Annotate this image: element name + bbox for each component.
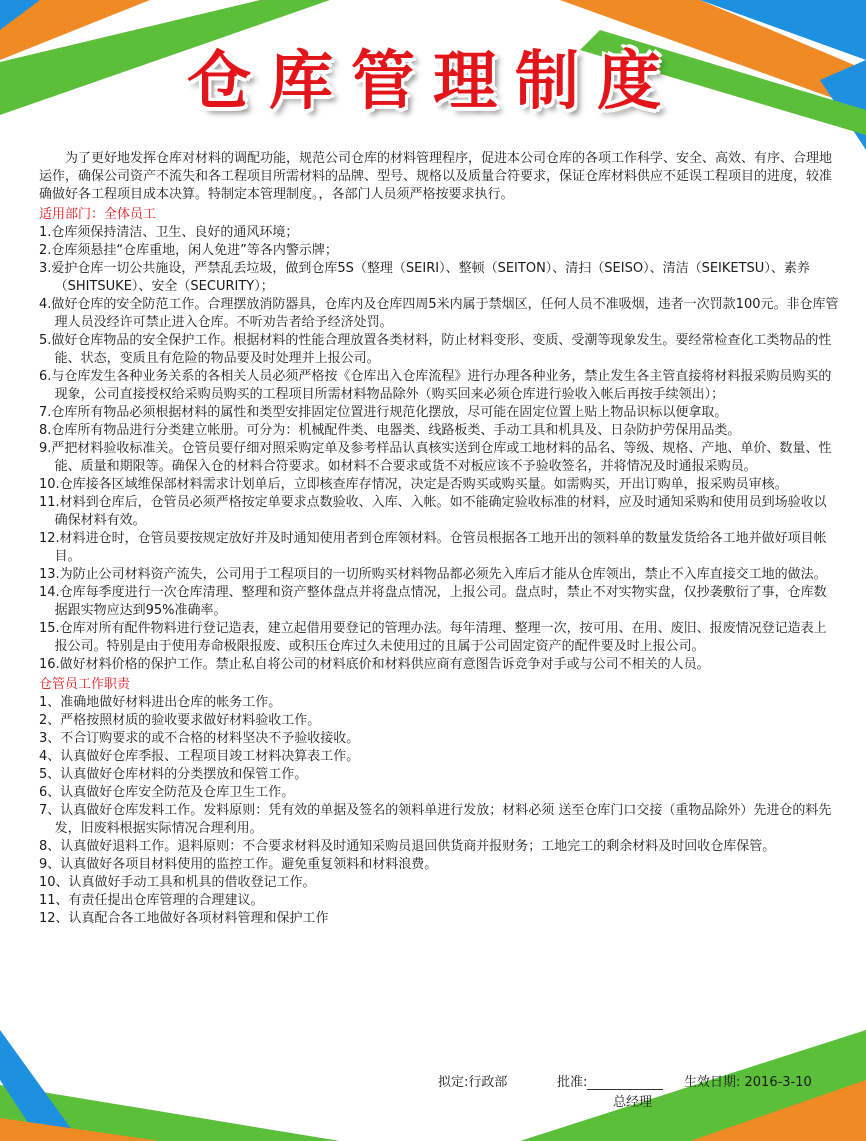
list-item: 8.仓库所有物品进行分类建立帐册。可分为：机械配件类、电器类、线路板类、手动工具和机具及、日杂防护劳保用品类。 <box>39 423 741 438</box>
list-item: 4.做好仓库的安全防范工作。合理摆放消防器具，仓库内及仓库四周5米内属于禁烟区，任何人员不准吸烟，违者一次罚款100元。非仓库管理人员没经许可禁止进入仓库。不听劝告者给予经济处罚。 <box>39 297 839 330</box>
list-item: 7.仓库所有物品必须根据材料的属性和类型安排固定位置进行规范化摆放，尽可能在固定位置上贴上物品识标以便拿取。 <box>39 405 728 420</box>
list-item: 12、认真配合各工地做好各项材料管理和保护工作 <box>39 911 329 926</box>
list-item: 11.材料到仓库后，仓管员必须严格按定单要求点数验收、入库、入帐。如不能确定验收标准的材料，应及时通知采购和使用员到场验收以确保材料有效。 <box>39 495 827 528</box>
document-body <box>39 150 839 928</box>
section-heading-scope: 适用部门：全体员工 <box>39 207 157 222</box>
page-title: 仓库管理制度 <box>187 45 679 119</box>
list-item: 2.仓库须悬挂“仓库重地，闲人免进”等各内警示牌； <box>39 243 338 258</box>
intro-paragraph: 为了更好地发挥仓库对材料的调配功能，规范公司仓库的材料管理程序，促进本公司仓库的各项工作科学、安全、高效、有序、合理地运作，确保公司资产不流失和各工程项目所需材料的品牌、型号、规格以及质量合符要求，保证仓库材料供应不延误工程项目的进度，较准确做好各工程项目成本决算。特制定本管理制度。，各部门人员须严格按要求执行。 <box>39 151 833 202</box>
list-item: 13.为防止公司材料资产流失，公司用于工程项目的一切所购买材料物品都必须先入库后才能从仓库领出，禁止不入库直接交工地的做法。 <box>39 567 827 582</box>
signature-line <box>587 1075 663 1090</box>
list-item: 3、不合订购要求的或不合格的材料坚决不予验收接收。 <box>39 731 360 746</box>
approve-label: 批准: <box>557 1075 588 1090</box>
rules-list <box>39 224 839 674</box>
list-item: 6.与仓库发生各种业务关系的各相关人员必须严格按《仓库出入仓库流程》进行办理各种业务，禁止发生各主管直接将材料报采购员购买的现象，公司直接授权给采购员购买的工程项目所需材料物品除外（购买回来必须仓库进行验收入帐后再按手续领出）； <box>39 369 832 402</box>
list-item: 11、有责任提出仓库管理的合理建议。 <box>39 893 264 908</box>
section-heading-duties: 仓管员工作职责 <box>39 677 131 692</box>
list-item: 1.仓库须保持清洁、卫生、良好的通风环境； <box>39 225 299 240</box>
list-item: 15.仓库对所有配件物料进行登记造表，建立起借用要登记的管理办法。每年清理、整理一次，按可用、在用、废旧、报废情况登记造表上报公司。特别是由于使用寿命极限报废、或积压仓库过久未使用过的且属于公司固定资产的配件要及时上报公司。 <box>39 621 827 654</box>
list-item: 16.做好材料价格的保护工作。禁止私自将公司的材料底价和材料供应商有意图告诉竞争对手或与公司不相关的人员。 <box>39 657 710 672</box>
list-item: 6、认真做好仓库安全防范及仓库卫生工作。 <box>39 785 295 800</box>
duties-list <box>39 694 839 928</box>
list-item: 3.爱护仓库一切公共施设，严禁乱丢垃圾，做到仓库5S（整理（SEIRI）、整顿（SEITON）、清扫（SEISO）、清洁（SEIKETSU）、素养（SHITSUKE）、安全（SECURITY）； <box>39 261 810 294</box>
drafted-by: 拟定:行政部 <box>438 1075 508 1090</box>
list-item: 8、认真做好退料工作。退料原则：不合要求材料及时通知采购员退回供货商并报财务；工地完工的剩余材料及时回收仓库保管。 <box>39 839 776 854</box>
list-item: 12.材料进仓时，仓管员要按规定放好并及时通知使用者到仓库领材料。仓管员根据各工地开出的领料单的数量发货给各工地并做好项目帐目。 <box>39 531 827 564</box>
list-item: 7、认真做好仓库发料工作。发料原则：凭有效的单据及签名的领料单进行发放；材料必须 送至仓库门口交接（重物品除外）先进仓的料先发，旧废料根据实际情况合理利用。 <box>39 803 832 836</box>
approver-title: 总经理 <box>613 1095 653 1110</box>
list-item: 9、认真做好各项目材料使用的监控工作。避免重复领料和材料浪费。 <box>39 857 438 872</box>
effective-date: 生效日期: 2016-3-10 <box>684 1075 812 1090</box>
list-item: 4、认真做好仓库季报、工程项目竣工材料决算表工作。 <box>39 749 360 764</box>
list-item: 1、准确地做好材料进出仓库的帐务工作。 <box>39 695 282 710</box>
list-item: 5、认真做好仓库材料的分类摆放和保管工作。 <box>39 767 308 782</box>
approval-field <box>557 1071 663 1090</box>
list-item: 10、认真做好手动工具和机具的借收登记工作。 <box>39 875 316 890</box>
list-item: 2、严格按照材质的验收要求做好材料验收工作。 <box>39 713 321 728</box>
list-item: 9.严把材料验收标准关。仓管员要仔细对照采购定单及参考样品认真核实送到仓库或工地材料的品名、等级、规格、产地、单价、数量、性能、质量和期限等。确保入仓的材料合符要求。如材料不合要求或货不对板应该不予验收签名，并将情况及时通报采购员。 <box>39 441 832 474</box>
list-item: 5.做好仓库物品的安全保护工作。根据材料的性能合理放置各类材料，防止材料变形、变质、受潮等现象发生。要经常检查化工类物品的性能、状态，变质且有危险的物品要及时处理并上报公司。 <box>39 333 832 366</box>
list-item: 10.仓库接各区域维保部材料需求计划单后，立即核查库存情况，决定是否购买或购买量。如需购买，开出订购单，报采购员审核。 <box>39 477 788 492</box>
list-item: 14.仓库每季度进行一次仓库清理、整理和资产整体盘点并将盘点情况，上报公司。盘点时，禁止不对实物实盘，仅抄袭敷衍了事，仓库数据跟实物应达到95%准确率。 <box>39 585 827 618</box>
